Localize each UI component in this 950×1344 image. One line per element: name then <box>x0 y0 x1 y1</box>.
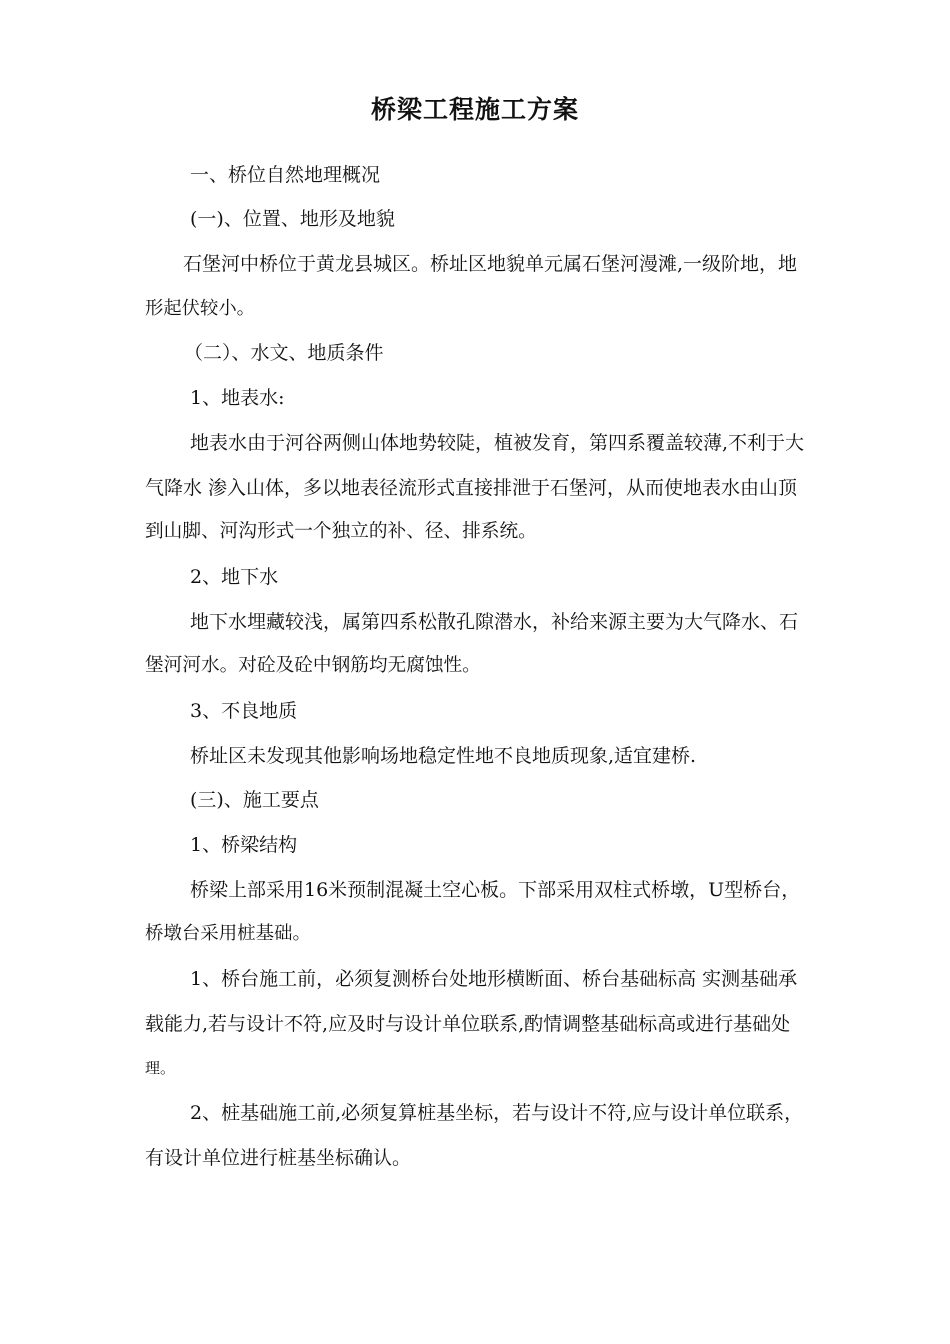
heading-subsection-2: （二）、水文、地质条件 <box>184 342 384 364</box>
paragraph-bridge-structure-line-2: 桥墩台采用桩基础。 <box>145 923 311 944</box>
paragraph-surface-water-line-1: 地表水由于河谷两侧山体地势较陡，植被发育，第四系覆盖较薄,不利于大 <box>190 432 805 454</box>
heading-subsection-3: (三)、施工要点 <box>190 789 319 811</box>
heading-bad-geology: 3、不良地质 <box>190 700 298 722</box>
paragraph-abutment-line-1: 1、桥台施工前，必须复测桥台处地形横断面、桥台基础标高 实测基础承 <box>190 968 798 990</box>
paragraph-groundwater-line-2: 堡河河水。对砼及砼中钢筋均无腐蚀性。 <box>145 655 481 676</box>
heading-bridge-structure: 1、桥梁结构 <box>190 834 298 856</box>
paragraph-bridge-structure-line-1: 桥梁上部采用16米预制混凝土空心板。下部采用双柱式桥墩，U型桥台， <box>190 879 801 901</box>
heading-section-1: 一、桥位自然地理概况 <box>190 164 381 186</box>
paragraph-location-line-1: 石堡河中桥位于黄龙县城区。桥址区地貌单元属石堡河漫滩,一级阶地，地 <box>183 253 798 275</box>
paragraph-pile-foundation-line-2: 有设计单位进行桩基坐标确认。 <box>145 1147 412 1169</box>
paragraph-abutment-line-2: 载能力,若与设计不符,应及时与设计单位联系,酌情调整基础标高或进行基础处 <box>145 1013 791 1035</box>
heading-groundwater: 2、地下水 <box>190 566 279 588</box>
heading-subsection-1: (一)、位置、地形及地貌 <box>190 208 395 230</box>
paragraph-location-line-2: 形起伏较小。 <box>145 298 255 319</box>
paragraph-groundwater-line-1: 地下水埋藏较浅，属第四系松散孔隙潜水，补给来源主要为大气降水、石 <box>190 611 799 633</box>
paragraph-pile-foundation-line-1: 2、桩基础施工前,必须复算桩基坐标，若与设计不符,应与设计单位联系， <box>190 1102 804 1124</box>
paragraph-bad-geology: 桥址区未发现其他影响场地稳定性地不良地质现象,适宜建桥. <box>190 745 697 767</box>
paragraph-surface-water-line-2: 气降水 渗入山体，多以地表径流形式直接排泄于石堡河，从而使地表水由山顶 <box>145 477 798 499</box>
heading-surface-water: 1、地表水: <box>190 387 285 409</box>
paragraph-surface-water-line-3: 到山脚、河沟形式一个独立的补、径、排系统。 <box>145 521 537 542</box>
document-title: 桥梁工程施工方案 <box>370 95 579 124</box>
paragraph-abutment-line-3: 理。 <box>145 1059 176 1077</box>
